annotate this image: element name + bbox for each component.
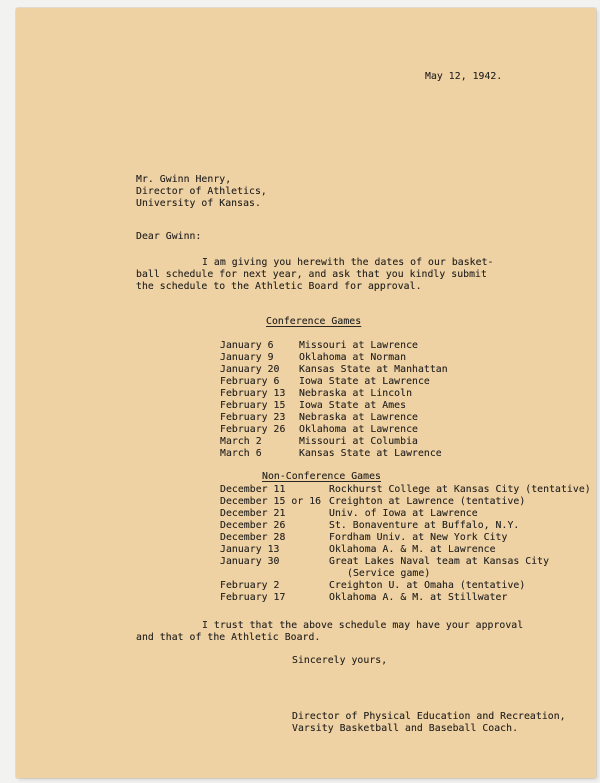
game-date: March 2 <box>220 436 262 447</box>
letter-date: May 12, 1942. <box>425 71 503 82</box>
game-opponent: Oklahoma at Lawrence <box>299 424 418 435</box>
game-date: February 17 <box>220 592 286 603</box>
game-date: January 13 <box>220 544 280 555</box>
salutation: Dear Gwinn: <box>136 231 202 242</box>
closing-line-1: I trust that the above schedule may have your approval <box>202 620 524 631</box>
intro-line-3: the schedule to the Athletic Board for approval. <box>136 281 422 292</box>
game-date: January 30 <box>220 556 280 567</box>
game-opponent: Iowa State at Lawrence <box>299 376 430 387</box>
game-opponent: Rockhurst College at Kansas City (tentative) <box>329 484 591 495</box>
game-date: February 6 <box>220 376 280 387</box>
recipient-organization: University of Kansas. <box>136 198 261 209</box>
game-opponent: Iowa State at Ames <box>299 400 407 411</box>
closing-line-2: and that of the Athletic Board. <box>136 632 321 643</box>
letter-page <box>16 8 596 778</box>
game-date: December 28 <box>220 532 286 543</box>
game-opponent: Fordham Univ. at New York City <box>329 532 508 543</box>
game-date: December 11 <box>220 484 286 495</box>
game-opponent: Oklahoma A. & M. at Lawrence <box>329 544 496 555</box>
game-opponent: (Service game) <box>347 568 431 579</box>
game-opponent: Great Lakes Naval team at Kansas City <box>329 556 550 567</box>
game-date: January 6 <box>220 340 274 351</box>
signature-title-1: Director of Physical Education and Recreation, <box>292 711 566 722</box>
game-date: February 23 <box>220 412 286 423</box>
non-conference-games-heading: Non-Conference Games <box>262 471 381 482</box>
game-date: February 13 <box>220 388 286 399</box>
game-date: January 9 <box>220 352 274 363</box>
game-date: December 26 <box>220 520 286 531</box>
game-opponent: Nebraska at Lincoln <box>299 388 413 399</box>
game-opponent: Oklahoma at Norman <box>299 352 407 363</box>
game-date: December 21 <box>220 508 286 519</box>
game-date: February 2 <box>220 580 280 591</box>
complimentary-closing: Sincerely yours, <box>292 655 388 666</box>
game-opponent: Oklahoma A. & M. at Stillwater <box>329 592 508 603</box>
game-date: January 20 <box>220 364 280 375</box>
game-date: February 26 <box>220 424 286 435</box>
game-opponent: Missouri at Lawrence <box>299 340 418 351</box>
game-opponent: Kansas State at Manhattan <box>299 364 448 375</box>
game-opponent: Kansas State at Lawrence <box>299 448 442 459</box>
intro-line-1: I am giving you herewith the dates of our basket- <box>202 257 494 268</box>
recipient-name: Mr. Gwinn Henry, <box>136 174 232 185</box>
signature-title-2: Varsity Basketball and Baseball Coach. <box>292 723 519 734</box>
game-opponent: St. Bonaventure at Buffalo, N.Y. <box>329 520 520 531</box>
game-opponent: Univ. of Iowa at Lawrence <box>329 508 478 519</box>
game-date: February 15 <box>220 400 286 411</box>
game-opponent: Missouri at Columbia <box>299 436 418 447</box>
game-date: December 15 or 16 <box>220 496 322 507</box>
game-opponent: Creighton U. at Omaha (tentative) <box>329 580 526 591</box>
intro-line-2: ball schedule for next year, and ask that you kindly submit <box>136 269 487 280</box>
game-opponent: Nebraska at Lawrence <box>299 412 418 423</box>
game-date: March 6 <box>220 448 262 459</box>
game-opponent: Creighton at Lawrence (tentative) <box>329 496 526 507</box>
recipient-title: Director of Athletics, <box>136 186 267 197</box>
conference-games-heading: Conference Games <box>266 316 362 327</box>
